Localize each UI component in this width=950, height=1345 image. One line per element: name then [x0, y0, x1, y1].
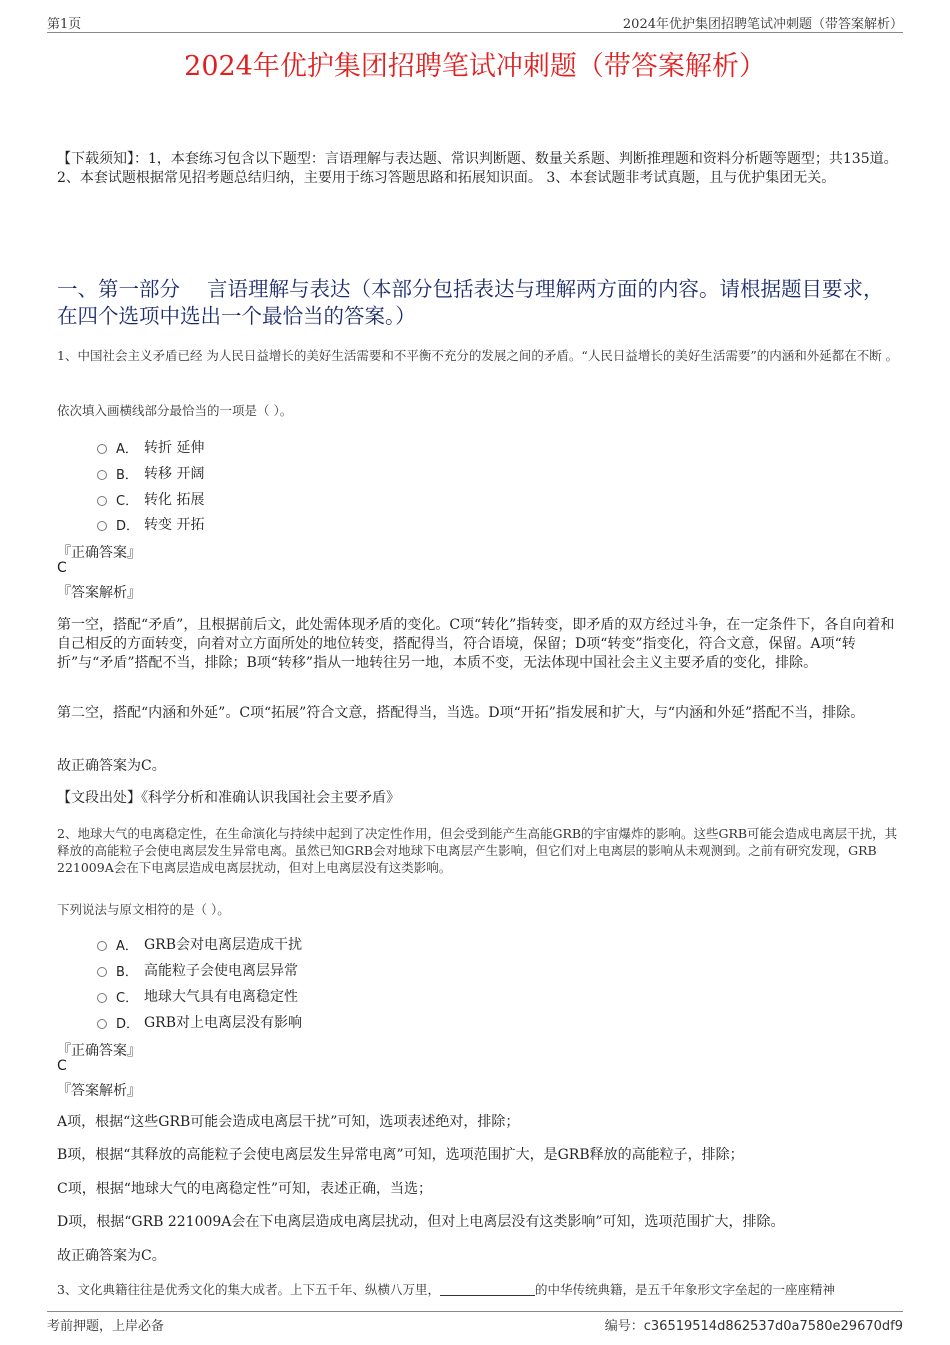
question-1-source: 【文段出处】《科学分析和准确认识我国社会主要矛盾》 — [57, 790, 400, 806]
question-2-option-a[interactable]: A． GRB会对电离层造成干扰 — [97, 934, 302, 954]
question-1-option-d[interactable]: D． 转变 开拓 — [97, 514, 204, 534]
question-1-prompt: 依次填入画横线部分最恰当的一项是（ ）。 — [57, 403, 293, 418]
question-1-option-c[interactable]: C． 转化 拓展 — [97, 489, 204, 509]
radio-icon[interactable] — [97, 941, 107, 951]
question-2-option-d[interactable]: D． GRB对上电离层没有影响 — [97, 1012, 302, 1032]
page-number: 第1页 — [47, 17, 82, 32]
page-header — [47, 12, 903, 33]
question-1-option-a[interactable]: A． 转折 延伸 — [97, 437, 204, 457]
radio-icon[interactable] — [97, 470, 107, 480]
question-2-option-b[interactable]: B． 高能粒子会使电离层异常 — [97, 960, 298, 980]
section-heading: 一、第一部分 言语理解与表达（本部分包括表达与理解两方面的内容。请根据题目要求，在四个选项中选出一个最恰当的答案。） — [57, 277, 884, 328]
radio-icon[interactable] — [97, 967, 107, 977]
download-notice: 【下载须知】：1，本套练习包含以下题型：言语理解与表达题、常识判断题、数量关系题、判断推理题和资料分析题等题型；共135道。 2、本套试题根据常见招考题总结归纳，主要用于练习答题思路和拓展知识面。 3、本套试题非考试真题，且与优护集团无关。 — [57, 151, 898, 186]
question-1-analysis-label: 『答案解析』 — [57, 585, 141, 601]
radio-icon[interactable] — [97, 496, 107, 506]
document-title: 2024年优护集团招聘笔试冲刺题（带答案解析） — [184, 51, 766, 82]
radio-icon[interactable] — [97, 993, 107, 1003]
footer-serial: 编号：c36519514d862537d0a7580e29670df9 — [604, 1319, 903, 1334]
fill-blank — [440, 1283, 535, 1296]
radio-icon[interactable] — [97, 1019, 107, 1029]
radio-icon[interactable] — [97, 444, 107, 454]
question-3-stem: 3、文化典籍往往是优秀文化的集大成者。上下五千年、纵横八万里， 的中华传统典籍，是五千年象形文字垒起的一座座精神 — [57, 1282, 835, 1297]
question-1-answer: C — [57, 560, 67, 576]
question-1-analysis-1: 第一空，搭配“矛盾”，且根据前后文，此处需体现矛盾的变化。C项“转化”指转变，即矛盾的双方经过斗争，在一定条件下，各自向着和自己相反的方面转变，向着对立方面所处的地位转变，搭配得当，符合语境，保留；D项“转变”指变化，符合文意，保留。A项“转折”与“矛盾”搭配不当，排除；B项“转移”指从一地转往另一地，本质不变，无法体现中国社会主义主要矛盾的变化，排除。 — [57, 617, 895, 671]
question-1-answer-label: 『正确答案』 — [57, 545, 141, 561]
question-2-answer-label: 『正确答案』 — [57, 1043, 141, 1059]
header-doc-title: 2024年优护集团招聘笔试冲刺题（带答案解析） — [622, 17, 903, 32]
question-1-stem: 1、中国社会主义矛盾已经 为人民日益增长的美好生活需要和不平衡不充分的发展之间的矛盾。“人民日益增长的美好生活需要”的内涵和外延都在不断 。 — [57, 348, 899, 363]
question-1-analysis-3: 故正确答案为C。 — [57, 758, 166, 774]
question-1-analysis-2: 第二空，搭配“内涵和外延”。C项“拓展”符合文意，搭配得当，当选。D项“开拓”指发展和扩大，与“内涵和外延”搭配不当，排除。 — [57, 705, 865, 721]
footer-slogan: 考前押题，上岸必备 — [47, 1319, 165, 1334]
question-2-analysis-c: C项，根据“地球大气的电离稳定性”可知，表述正确，当选； — [57, 1181, 433, 1197]
question-2-analysis-conclusion: 故正确答案为C。 — [57, 1248, 166, 1264]
question-2-analysis-a: A项，根据“这些GRB可能会造成电离层干扰”可知，选项表述绝对，排除； — [57, 1114, 520, 1130]
question-2-option-c[interactable]: C． 地球大气具有电离稳定性 — [97, 986, 298, 1006]
question-2-analysis-b: B项，根据“其释放的高能粒子会使电离层发生异常电离”可知，选项范围扩大，是GRB释放的高能粒子，排除； — [57, 1147, 744, 1163]
question-2-answer: C — [57, 1058, 67, 1074]
question-2-stem: 2、地球大气的电离稳定性，在生命演化与持续中起到了决定性作用，但会受到能产生高能GRB的宇宙爆炸的影响。这些GRB可能会造成电离层干扰，其释放的高能粒子会使电离层发生异常电离。虽然已知GRB会对地球下电离层产生影响，但它们对上电离层的影响从未观测到。之前有研究发现，GRB 221009A会在下电离层造成电离层扰动，但对上电离层没有这类影响。 — [57, 826, 898, 875]
radio-icon[interactable] — [97, 521, 107, 531]
page-footer — [47, 1311, 903, 1334]
question-2-prompt: 下列说法与原文相符的是（ ）。 — [57, 902, 230, 917]
question-2-analysis-d: D项，根据“GRB 221009A会在下电离层造成电离层扰动，但对上电离层没有这类影响”可知，选项范围扩大，排除。 — [57, 1214, 785, 1230]
question-1-option-b[interactable]: B． 转移 开阔 — [97, 463, 204, 483]
question-2-analysis-label: 『答案解析』 — [57, 1083, 141, 1099]
